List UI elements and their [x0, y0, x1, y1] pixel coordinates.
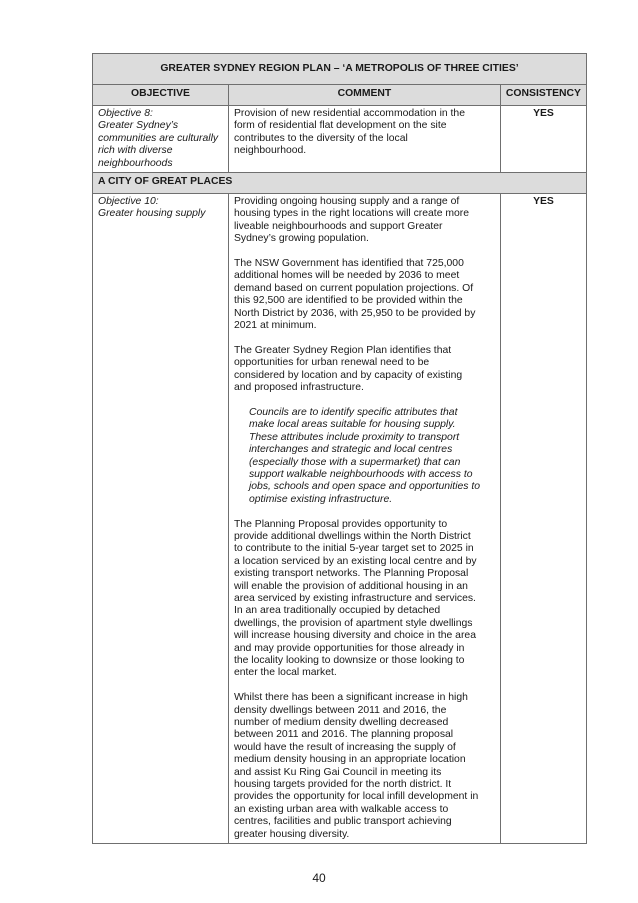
comment-paragraph: Providing ongoing housing supply and a range of housing types in the right locations will create more liveable neighbourhoods and support Greater Sydney’s growing population.: [233, 196, 470, 245]
table-row: [93, 106, 587, 173]
consistency-cell: YES: [500, 106, 586, 173]
header-objective: OBJECTIVE: [93, 85, 229, 106]
comment-paragraph: The Planning Proposal provides opportunity to provide additional dwellings within the North District to contribute to the initial 5-year target set to 2025 in a location serviced by an existing local centre and by existing transport networks. The Planning Proposal will enable the provision of additional housing in an area serviced by existing infrastructure and services. In an area traditionally occupied by detached dwellings, the provision of apartment style dwellings will increase housing diversity and choice in the area and may provide opportunities for those already in the locality looking to downsize or those looking to enter the local market.: [233, 518, 477, 679]
table-header-row: [93, 85, 587, 106]
header-consistency: CONSISTENCY: [500, 85, 586, 106]
consistency-cell: YES: [500, 194, 586, 844]
objective-cell: Objective 8: Greater Sydney’s communities are culturally rich with diverse neighbourhoods: [93, 106, 229, 173]
table-title: GREATER SYDNEY REGION PLAN – ‘A METROPOLIS OF THREE CITIES’: [93, 54, 587, 85]
comment-cell: Provision of new residential accommodation in the form of residential flat development on the site contributes to the diversity of the local neighbourhood.: [228, 106, 500, 173]
objective-cell: Objective 10: Greater housing supply: [93, 194, 229, 844]
comment-cell: [228, 194, 500, 844]
comment-paragraph: The Greater Sydney Region Plan identifies that opportunities for urban renewal need to be considered by location and by capacity of existing and proposed infrastructure.: [233, 344, 463, 394]
section-heading: A CITY OF GREAT PLACES: [93, 173, 587, 194]
table-row: [93, 194, 587, 844]
comment-paragraph: The NSW Government has identified that 725,000 additional homes will be needed by 2036 to meet demand based on current population projections. Of this 92,500 are identified to be provided within the North District by 2036, with 25,950 to be provided by 2021 at minimum.: [233, 258, 476, 332]
section-row: [93, 173, 587, 194]
page-number: 40: [312, 871, 326, 885]
comment-paragraph: Whilst there has been a significant increase in high density dwellings between 2011 and 2016, the number of medium density dwelling decreased between 2011 and 2016. The planning proposal would have the result of increasing the supply of medium density housing in an appropriate location and assist Ku Ring Gai Council in meeting its housing targets provided for the north district. It provides the opportunity for local infill development in an existing urban area with walkable access to centres, facilities and public transport achieving greater housing diversity.: [233, 692, 479, 840]
header-comment: COMMENT: [228, 85, 500, 106]
quoted-paragraph: Councils are to identify specific attributes that make local areas suitable for housing supply. These attributes include proximity to transport interchanges and strategic and local centres (especially those with a supermarket) that can support walkable neighbourhoods with access to jobs, schools and open space and opportunities to optimise existing infrastructure.: [248, 406, 481, 505]
table-title-row: [93, 54, 587, 85]
consistency-table: [92, 53, 587, 844]
